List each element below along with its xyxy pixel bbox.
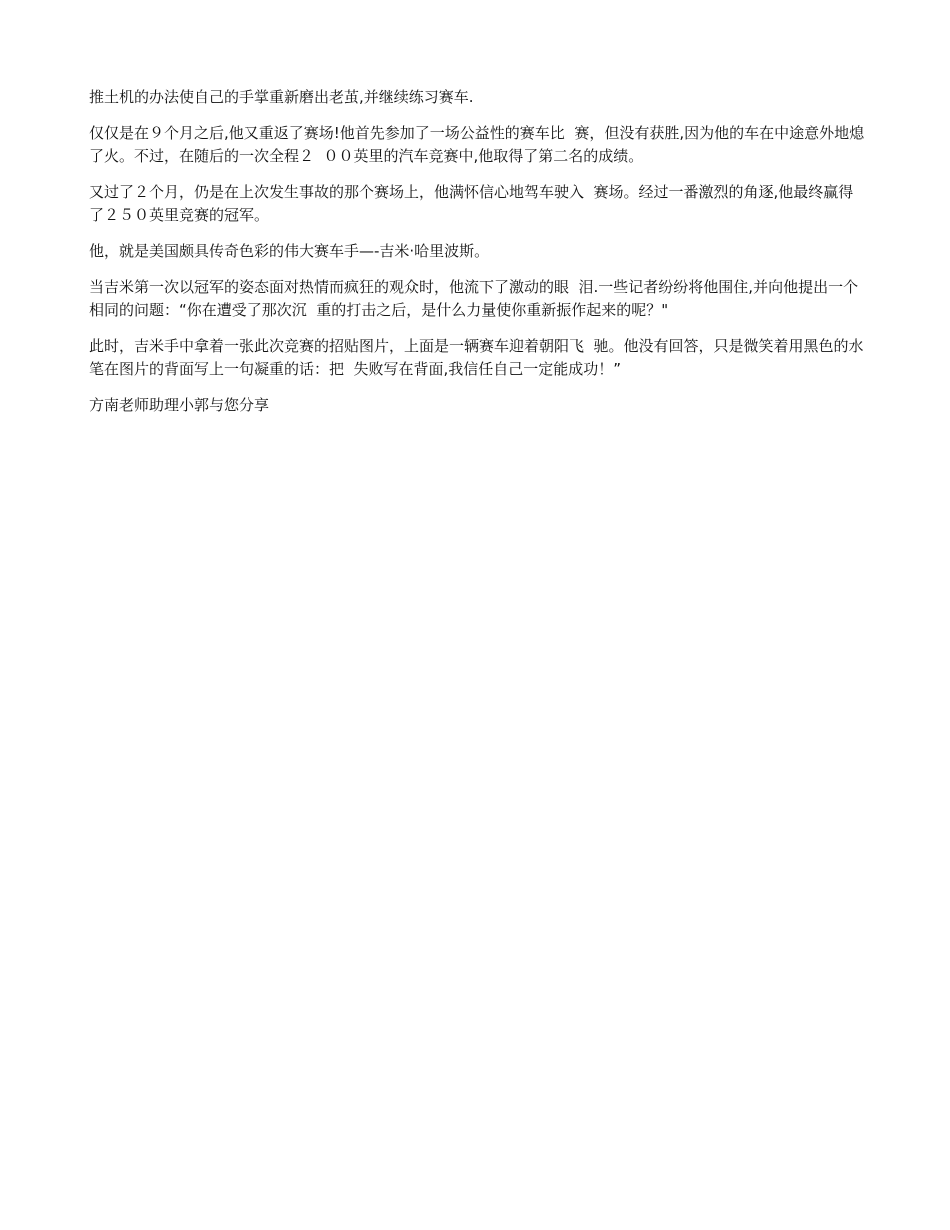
paragraph-4: 他，就是美国颇具传奇色彩的伟大赛车手—-吉米·哈里波斯。 — [89, 242, 490, 260]
paragraph-6: 此时，吉米手中拿着一张此次竞赛的招贴图片，上面是一辆赛车迎着朝阳飞 驰。他没有回答，只是微笑着用黑色的水笔在图片的背面写上一句凝重的话：把 失败写在背面,我信任自己一定能成功！” — [89, 337, 864, 378]
paragraph-1: 推土机的办法使自己的手掌重新磨出老茧,并继续练习赛车. — [89, 88, 474, 106]
paragraph-2: 仅仅是在９个月之后,他又重返了赛场!他首先参加了一场公益性的赛车比 赛，但没有获胜,因为他的车在中途意外地熄了火。不过，在随后的一次全程２ ００英里的汽车竞赛中,他取得了第二名的成绩。 — [89, 124, 865, 165]
paragraph-3: 又过了２个月，仍是在上次发生事故的那个赛场上，他满怀信心地驾车驶入 赛场。经过一番激烈的角逐,他最终赢得了２５０英里竞赛的冠军。 — [89, 183, 854, 224]
paragraph-5: 当吉米第一次以冠军的姿态面对热情而疯狂的观众时，他流下了激动的眼 泪.一些记者纷纷将他围住,并向他提出一个相同的问题：“你在遭受了那次沉 重的打击之后，是什么力量使你重新振作起来的呢？" — [89, 278, 859, 319]
paragraph-7-signature: 方南老师助理小郭与您分享 — [89, 396, 270, 414]
document-page — [89, 86, 867, 430]
